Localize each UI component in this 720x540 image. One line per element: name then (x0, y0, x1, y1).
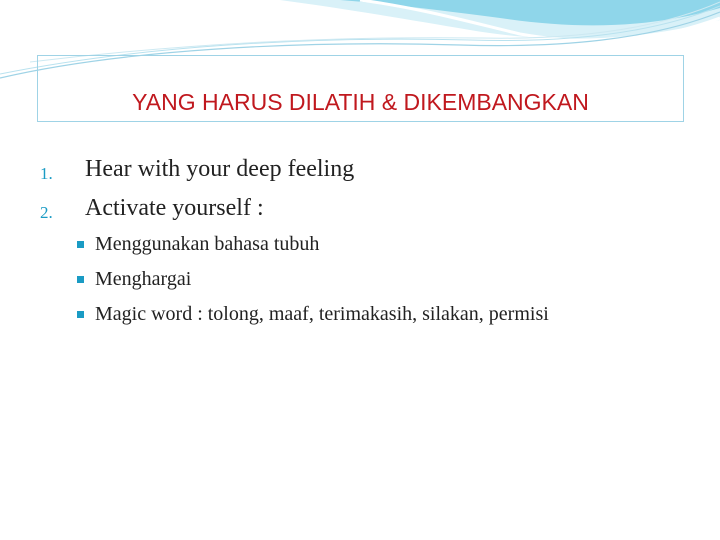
list-item-text: Activate yourself : (85, 195, 264, 221)
list-number: 1. (40, 164, 53, 183)
square-bullet-icon (77, 311, 84, 318)
bullet-text: Menghargai (95, 268, 192, 290)
list-item-text: Hear with your deep feeling (85, 156, 355, 182)
slide-title: YANG HARUS DILATIH & DIKEMBANGKAN (132, 89, 589, 115)
bullet-text: Menggunakan bahasa tubuh (95, 233, 320, 255)
title-frame (37, 55, 684, 122)
bullet-text: Magic word : tolong, maaf, terimakasih, silakan, permisi (95, 303, 549, 325)
list-number: 2. (40, 203, 53, 222)
square-bullet-icon (77, 276, 84, 283)
square-bullet-icon (77, 241, 84, 248)
